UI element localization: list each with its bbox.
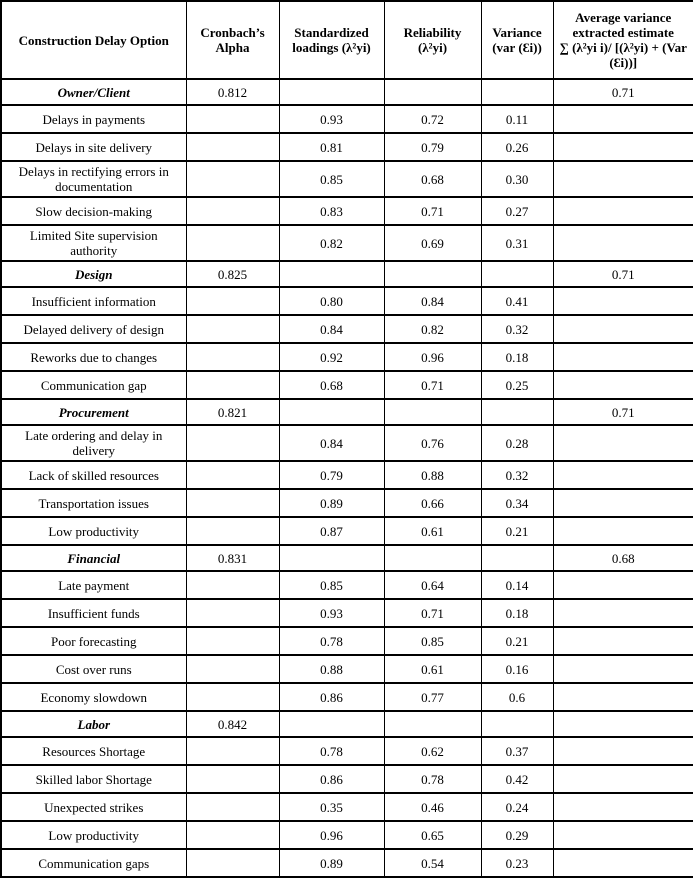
cell-ave: 0.71	[553, 261, 693, 287]
cell-cronbach	[186, 765, 279, 793]
cell-option: Low productivity	[1, 517, 186, 545]
column-header-standardized-loadings: Standardized loadings (λ²yi)	[279, 1, 384, 79]
cell-option: Lack of skilled resources	[1, 461, 186, 489]
cell-option: Poor forecasting	[1, 627, 186, 655]
cell-option: Communication gap	[1, 371, 186, 399]
cell-reliability: 0.71	[384, 599, 481, 627]
cell-variance: 0.28	[481, 425, 553, 461]
cell-variance: 0.23	[481, 849, 553, 877]
cell-variance: 0.30	[481, 161, 553, 197]
cell-variance: 0.24	[481, 793, 553, 821]
item-row	[1, 793, 693, 821]
cell-cronbach	[186, 371, 279, 399]
cell-reliability: 0.69	[384, 225, 481, 261]
cell-cronbach: 0.842	[186, 711, 279, 737]
cell-cronbach	[186, 517, 279, 545]
cell-variance: 0.26	[481, 133, 553, 161]
cell-loading: 0.93	[279, 599, 384, 627]
cell-reliability: 0.72	[384, 105, 481, 133]
cell-loading: 0.81	[279, 133, 384, 161]
ave-header-formula: ∑ (λ²yi i)/ [(λ²yi) + (Var (Ɛi))]	[559, 40, 687, 70]
cell-reliability	[384, 711, 481, 737]
item-row	[1, 315, 693, 343]
cell-reliability	[384, 545, 481, 571]
cell-option: Delays in rectifying errors in documentation	[1, 161, 186, 197]
cell-reliability: 0.84	[384, 287, 481, 315]
cell-loading: 0.86	[279, 683, 384, 711]
cell-ave	[553, 461, 693, 489]
cell-cronbach	[186, 599, 279, 627]
item-row	[1, 517, 693, 545]
cell-loading: 0.89	[279, 849, 384, 877]
item-row	[1, 371, 693, 399]
item-row	[1, 461, 693, 489]
cell-loading	[279, 545, 384, 571]
cell-ave	[553, 315, 693, 343]
cell-loading: 0.85	[279, 161, 384, 197]
cell-loading: 0.87	[279, 517, 384, 545]
cell-ave	[553, 765, 693, 793]
cell-loading	[279, 79, 384, 105]
cell-ave	[553, 849, 693, 877]
cell-loading: 0.78	[279, 737, 384, 765]
section-row	[1, 399, 693, 425]
cell-variance: 0.27	[481, 197, 553, 225]
cell-variance: 0.42	[481, 765, 553, 793]
cell-cronbach: 0.825	[186, 261, 279, 287]
header-row	[1, 1, 693, 79]
cell-option: Skilled labor Shortage	[1, 765, 186, 793]
column-header-variance: Variance (var (Ɛi))	[481, 1, 553, 79]
cell-variance	[481, 711, 553, 737]
item-row	[1, 655, 693, 683]
cell-cronbach	[186, 315, 279, 343]
cell-loading	[279, 399, 384, 425]
cell-variance: 0.21	[481, 517, 553, 545]
cell-ave: 0.71	[553, 399, 693, 425]
item-row	[1, 489, 693, 517]
cell-option: Limited Site supervision authority	[1, 225, 186, 261]
cell-reliability: 0.77	[384, 683, 481, 711]
item-row	[1, 425, 693, 461]
cell-option: Late ordering and delay in delivery	[1, 425, 186, 461]
cell-ave: 0.68	[553, 545, 693, 571]
cell-loading	[279, 261, 384, 287]
item-row	[1, 287, 693, 315]
cell-loading: 0.93	[279, 105, 384, 133]
cell-reliability: 0.85	[384, 627, 481, 655]
cell-ave	[553, 737, 693, 765]
cell-cronbach	[186, 655, 279, 683]
cell-ave	[553, 517, 693, 545]
cell-ave	[553, 425, 693, 461]
cell-option: Financial	[1, 545, 186, 571]
cell-ave	[553, 225, 693, 261]
cell-reliability: 0.71	[384, 197, 481, 225]
cell-cronbach	[186, 737, 279, 765]
cell-ave	[553, 683, 693, 711]
cell-option: Late payment	[1, 571, 186, 599]
cell-loading: 0.84	[279, 425, 384, 461]
item-row	[1, 133, 693, 161]
cell-option: Procurement	[1, 399, 186, 425]
cell-variance: 0.11	[481, 105, 553, 133]
cell-cronbach	[186, 197, 279, 225]
cell-variance: 0.18	[481, 599, 553, 627]
cell-ave	[553, 105, 693, 133]
cell-ave	[553, 793, 693, 821]
cell-reliability: 0.88	[384, 461, 481, 489]
item-row	[1, 737, 693, 765]
cell-option: Labor	[1, 711, 186, 737]
cell-loading: 0.35	[279, 793, 384, 821]
cell-reliability: 0.68	[384, 161, 481, 197]
cell-cronbach	[186, 461, 279, 489]
section-row	[1, 711, 693, 737]
cell-variance: 0.18	[481, 343, 553, 371]
item-row	[1, 821, 693, 849]
cell-reliability: 0.61	[384, 517, 481, 545]
item-row	[1, 683, 693, 711]
cell-variance: 0.6	[481, 683, 553, 711]
item-row	[1, 849, 693, 877]
column-header-cronbach-alpha: Cronbach’s Alpha	[186, 1, 279, 79]
cell-reliability: 0.64	[384, 571, 481, 599]
column-header-ave	[553, 1, 693, 79]
cell-loading: 0.86	[279, 765, 384, 793]
cell-variance: 0.41	[481, 287, 553, 315]
item-row	[1, 343, 693, 371]
table-body	[1, 79, 693, 877]
cell-cronbach	[186, 287, 279, 315]
cell-variance: 0.31	[481, 225, 553, 261]
cell-ave	[553, 161, 693, 197]
cell-cronbach	[186, 793, 279, 821]
cell-variance: 0.29	[481, 821, 553, 849]
cell-variance	[481, 399, 553, 425]
cell-variance: 0.34	[481, 489, 553, 517]
cell-ave	[553, 599, 693, 627]
cell-cronbach: 0.812	[186, 79, 279, 105]
cell-reliability: 0.79	[384, 133, 481, 161]
cell-reliability	[384, 399, 481, 425]
cell-variance: 0.32	[481, 461, 553, 489]
cell-variance: 0.25	[481, 371, 553, 399]
column-header-option: Construction Delay Option	[1, 1, 186, 79]
cell-cronbach	[186, 571, 279, 599]
cell-loading: 0.79	[279, 461, 384, 489]
cell-option: Resources Shortage	[1, 737, 186, 765]
cell-option: Unexpected strikes	[1, 793, 186, 821]
section-row	[1, 545, 693, 571]
cell-loading: 0.92	[279, 343, 384, 371]
cell-reliability: 0.78	[384, 765, 481, 793]
cell-reliability: 0.61	[384, 655, 481, 683]
cell-ave	[553, 571, 693, 599]
item-row	[1, 105, 693, 133]
cell-cronbach: 0.821	[186, 399, 279, 425]
item-row	[1, 225, 693, 261]
cell-ave	[553, 197, 693, 225]
cell-ave	[553, 287, 693, 315]
cell-variance: 0.32	[481, 315, 553, 343]
cell-cronbach	[186, 133, 279, 161]
cell-ave	[553, 343, 693, 371]
cell-option: Reworks due to changes	[1, 343, 186, 371]
cell-variance: 0.37	[481, 737, 553, 765]
cell-reliability: 0.65	[384, 821, 481, 849]
item-row	[1, 599, 693, 627]
cell-ave	[553, 371, 693, 399]
cell-cronbach	[186, 683, 279, 711]
cell-cronbach	[186, 161, 279, 197]
cell-cronbach	[186, 627, 279, 655]
cell-loading: 0.84	[279, 315, 384, 343]
cell-cronbach	[186, 425, 279, 461]
cell-option: Insufficient information	[1, 287, 186, 315]
item-row	[1, 627, 693, 655]
cell-loading: 0.83	[279, 197, 384, 225]
cell-reliability: 0.71	[384, 371, 481, 399]
cell-cronbach	[186, 343, 279, 371]
cell-reliability: 0.82	[384, 315, 481, 343]
item-row	[1, 571, 693, 599]
cell-reliability: 0.96	[384, 343, 481, 371]
cell-loading: 0.82	[279, 225, 384, 261]
cell-cronbach: 0.831	[186, 545, 279, 571]
cell-loading: 0.96	[279, 821, 384, 849]
cell-variance: 0.14	[481, 571, 553, 599]
cell-reliability: 0.76	[384, 425, 481, 461]
cell-loading: 0.80	[279, 287, 384, 315]
cell-option: Cost over runs	[1, 655, 186, 683]
item-row	[1, 765, 693, 793]
cell-variance: 0.21	[481, 627, 553, 655]
section-row	[1, 261, 693, 287]
cell-variance	[481, 261, 553, 287]
cell-option: Owner/Client	[1, 79, 186, 105]
section-row	[1, 79, 693, 105]
cell-loading	[279, 711, 384, 737]
cell-option: Slow decision-making	[1, 197, 186, 225]
ave-header-title: Average variance extracted estimate	[572, 10, 674, 40]
cell-loading: 0.78	[279, 627, 384, 655]
cell-ave	[553, 133, 693, 161]
cell-variance	[481, 79, 553, 105]
cell-option: Transportation issues	[1, 489, 186, 517]
cell-reliability: 0.66	[384, 489, 481, 517]
cell-ave	[553, 821, 693, 849]
cell-option: Design	[1, 261, 186, 287]
cell-option: Communication gaps	[1, 849, 186, 877]
cell-ave	[553, 711, 693, 737]
cell-reliability: 0.46	[384, 793, 481, 821]
item-row	[1, 197, 693, 225]
cell-reliability: 0.62	[384, 737, 481, 765]
table-header	[1, 1, 693, 79]
cell-cronbach	[186, 821, 279, 849]
cell-reliability	[384, 79, 481, 105]
cell-variance	[481, 545, 553, 571]
column-header-reliability: Reliability (λ²yi)	[384, 1, 481, 79]
cell-ave: 0.71	[553, 79, 693, 105]
cell-loading: 0.89	[279, 489, 384, 517]
cell-ave	[553, 655, 693, 683]
cell-reliability	[384, 261, 481, 287]
cell-reliability: 0.54	[384, 849, 481, 877]
cell-loading: 0.88	[279, 655, 384, 683]
cell-option: Delayed delivery of design	[1, 315, 186, 343]
cell-cronbach	[186, 849, 279, 877]
cell-ave	[553, 489, 693, 517]
cell-option: Delays in payments	[1, 105, 186, 133]
cell-loading: 0.68	[279, 371, 384, 399]
item-row	[1, 161, 693, 197]
cell-loading: 0.85	[279, 571, 384, 599]
cell-cronbach	[186, 105, 279, 133]
cell-variance: 0.16	[481, 655, 553, 683]
cell-option: Economy slowdown	[1, 683, 186, 711]
cell-option: Delays in site delivery	[1, 133, 186, 161]
cell-cronbach	[186, 225, 279, 261]
cell-option: Low productivity	[1, 821, 186, 849]
cell-option: Insufficient funds	[1, 599, 186, 627]
cell-ave	[553, 627, 693, 655]
cell-cronbach	[186, 489, 279, 517]
